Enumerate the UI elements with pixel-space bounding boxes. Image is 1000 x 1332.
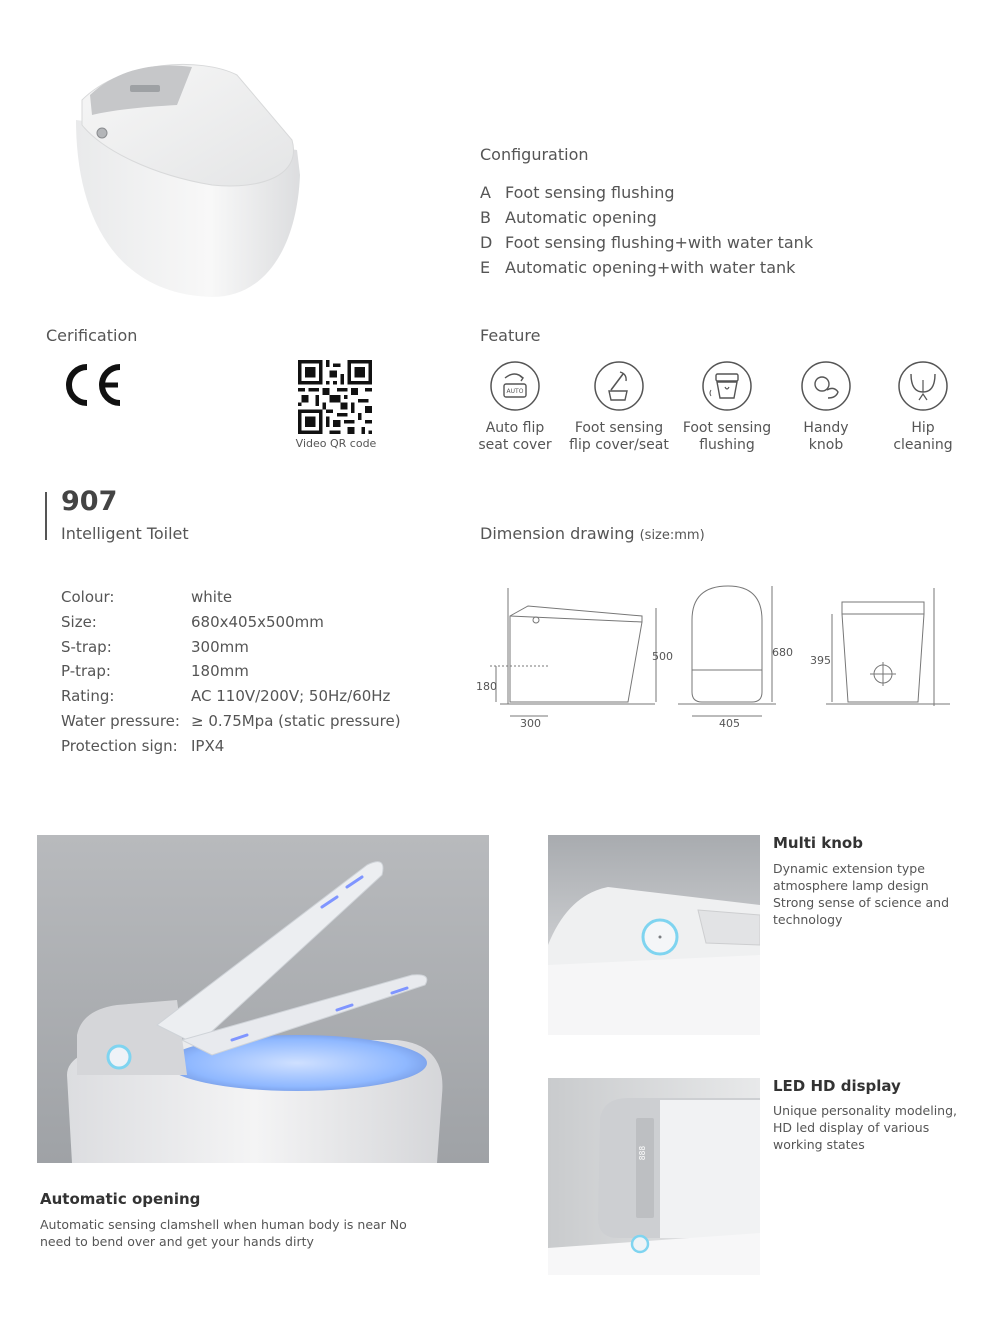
led-display-photo	[548, 1078, 760, 1275]
multi-knob-title: Multi knob	[773, 834, 863, 852]
ce-mark-icon	[60, 362, 126, 408]
configuration-item: A Foot sensing flushing	[480, 183, 675, 202]
spec-row: Size: 680x405x500mm	[61, 612, 324, 631]
spec-row: Rating: AC 110V/200V; 50Hz/60Hz	[61, 687, 391, 706]
spec-row: S-trap: 300mm	[61, 637, 249, 656]
configuration-title: Configuration	[480, 145, 589, 164]
configuration-item: B Automatic opening	[480, 208, 657, 227]
led-digits: 888	[638, 1145, 647, 1161]
dim-trap-distance: 300	[520, 717, 541, 730]
foot-flush-icon	[701, 360, 753, 412]
automatic-opening-title: Automatic opening	[40, 1190, 201, 1208]
dimension-drawing	[470, 580, 970, 740]
auto-flip-icon	[489, 360, 541, 412]
qr-caption: Video QR code	[295, 437, 377, 450]
feature-title: Feature	[480, 326, 541, 345]
spec-row: Water pressure: ≥ 0.75Mpa (static pressure)	[61, 711, 401, 730]
configuration-list	[480, 180, 813, 280]
spec-row: Protection sign: IPX4	[61, 736, 225, 755]
feature-label: knob	[808, 437, 844, 453]
led-display-title: LED HD display	[773, 1077, 901, 1095]
configuration-item: E Automatic opening+with water tank	[480, 258, 796, 277]
feature-label: Foot sensing	[574, 420, 664, 436]
foot-flip-icon	[593, 360, 645, 412]
feature-foot-flush	[672, 360, 782, 454]
dim-rear-height: 395	[810, 654, 831, 667]
feature-label: Foot sensing	[682, 420, 772, 436]
multi-knob-photo	[548, 835, 760, 1035]
model-number: 907	[61, 486, 118, 517]
multi-knob-desc: Dynamic extension type atmosphere lamp design Strong sense of science and technology	[773, 861, 950, 927]
model-accent-bar	[45, 492, 47, 540]
configuration-item: D Foot sensing flushing+with water tank	[480, 233, 814, 252]
side-view	[490, 588, 656, 716]
dim-length: 680	[772, 646, 793, 659]
automatic-opening-photo	[37, 835, 489, 1163]
feature-handy-knob	[771, 360, 881, 454]
dim-side-height: 500	[652, 650, 673, 663]
dimension-title: Dimension drawing (size:mm)	[480, 524, 705, 543]
led-display-desc: Unique personality modeling, HD led display of various working states	[773, 1103, 958, 1152]
hip-cleaning-icon	[897, 360, 949, 412]
spec-row: Colour: white	[61, 588, 233, 606]
feature-label: flushing	[699, 437, 755, 453]
feature-label: seat cover	[478, 437, 552, 453]
product-hero-image	[62, 55, 322, 305]
dim-trap-height: 180	[476, 680, 497, 693]
feature-label: Auto flip	[485, 420, 545, 436]
video-qr-code[interactable]	[298, 360, 372, 434]
feature-label: cleaning	[893, 437, 953, 453]
top-view	[678, 586, 776, 716]
feature-label: Handy	[803, 420, 849, 436]
feature-label: Hip	[911, 420, 935, 436]
feature-auto-flip	[460, 360, 570, 454]
spec-row: P-trap: 180mm	[61, 662, 249, 681]
feature-hip-cleaning	[868, 360, 978, 454]
automatic-opening-desc: Automatic sensing clamshell when human body is near No need to bend over and get your hands dirty	[40, 1217, 407, 1249]
certification-title: Cerification	[46, 326, 138, 345]
spec-table	[61, 585, 401, 759]
dim-width: 405	[719, 717, 740, 730]
feature-foot-flip	[564, 360, 674, 454]
model-name: Intelligent Toilet	[61, 524, 189, 543]
rear-view	[826, 588, 950, 706]
auto-badge-text: AUTO	[506, 388, 524, 395]
knob-icon	[800, 360, 852, 412]
feature-label: flip cover/seat	[569, 437, 669, 453]
